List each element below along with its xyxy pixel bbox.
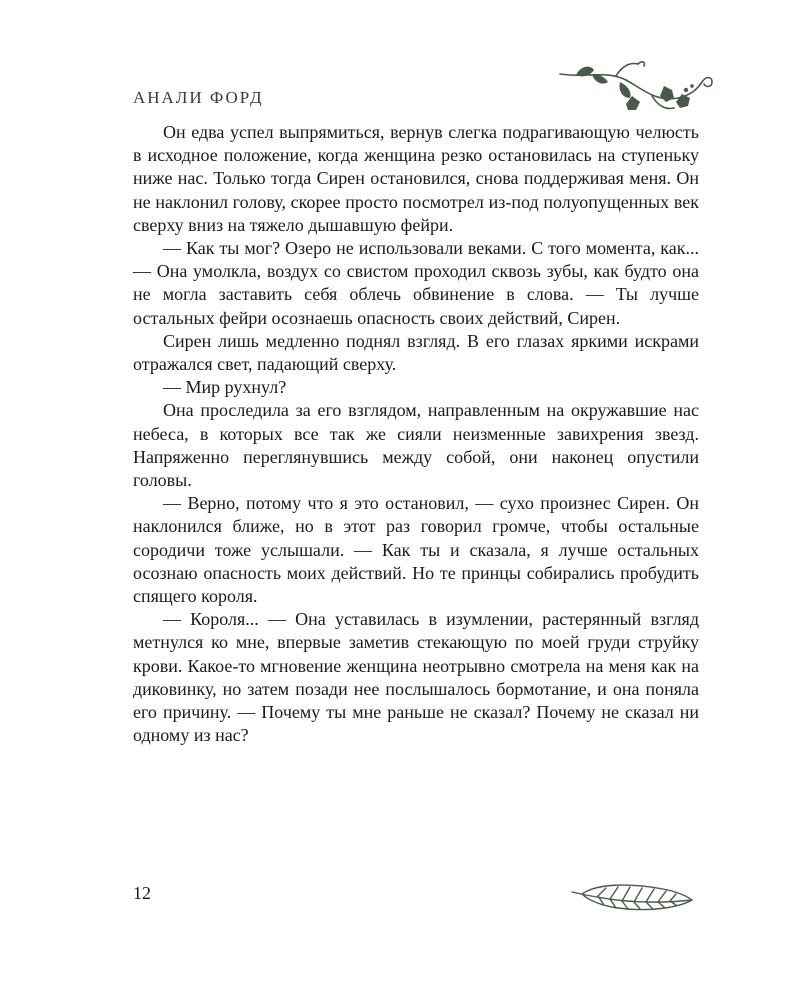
ivy-vine-ornament-icon bbox=[556, 52, 716, 116]
paragraph: Она проследила за его взглядом, направленным на окружавшие нас небеса, в которых все так же сияли неизменные завихрения звезд. Напряженно переглянувшись между собой, они наконец опустили головы. bbox=[133, 400, 699, 491]
page-number: 12 bbox=[133, 883, 151, 903]
paragraph: — Короля... — Она уставилась в изумлении, растерянный взгляд метнулся ко мне, впервые заметив стекающую по моей груди струйку крови. Какое-то мгновение женщина неотрывно смотрела на меня как на диковинку, но затем позади нее послышалось бормотание, и она поняла его причину. — Почему ты мне раньше не сказал? Почему не сказал ни одному из нас? bbox=[133, 609, 699, 746]
paragraph: — Мир рухнул? bbox=[163, 377, 287, 398]
paragraph: Он едва успел выпрямиться, вернув слегка подрагивающую челюсть в исходное положение, когда женщина резко остановилась на ступеньку ниже нас. Только тогда Сирен остановился, снова поддерживая меня. Он не наклонил голову, скорее просто посмотрел из-под полуопущенных век сверху вниз на тяжело дышавшую фейри. bbox=[133, 122, 699, 235]
paragraph: Сирен лишь медленно поднял взгляд. В его глазах яркими искрами отражался свет, падающий сверху. bbox=[133, 330, 699, 375]
body-text bbox=[133, 121, 699, 747]
feather-ornament-icon bbox=[568, 880, 696, 920]
paragraph: — Как ты мог? Озеро не использовали веками. С того момента, как... — Она умолкла, воздух со свистом проходил сквозь зубы, как будто она не могла заставить себя облечь обвинение в слова. — Ты лучше остальных фейри осознаешь опасность своих действий, Сирен. bbox=[133, 238, 699, 328]
paragraph: — Верно, потому что я это остановил, — сухо произнес Сирен. Он наклонился ближе, но в этот раз говорил громче, чтобы остальные сородичи тоже услышали. — Как ты и сказала, я лучше остальных осознаю опасность моих действий. Но те принцы собирались пробудить спящего короля. bbox=[133, 493, 699, 607]
running-header-author: АНАЛИ ФОРД bbox=[133, 88, 264, 107]
